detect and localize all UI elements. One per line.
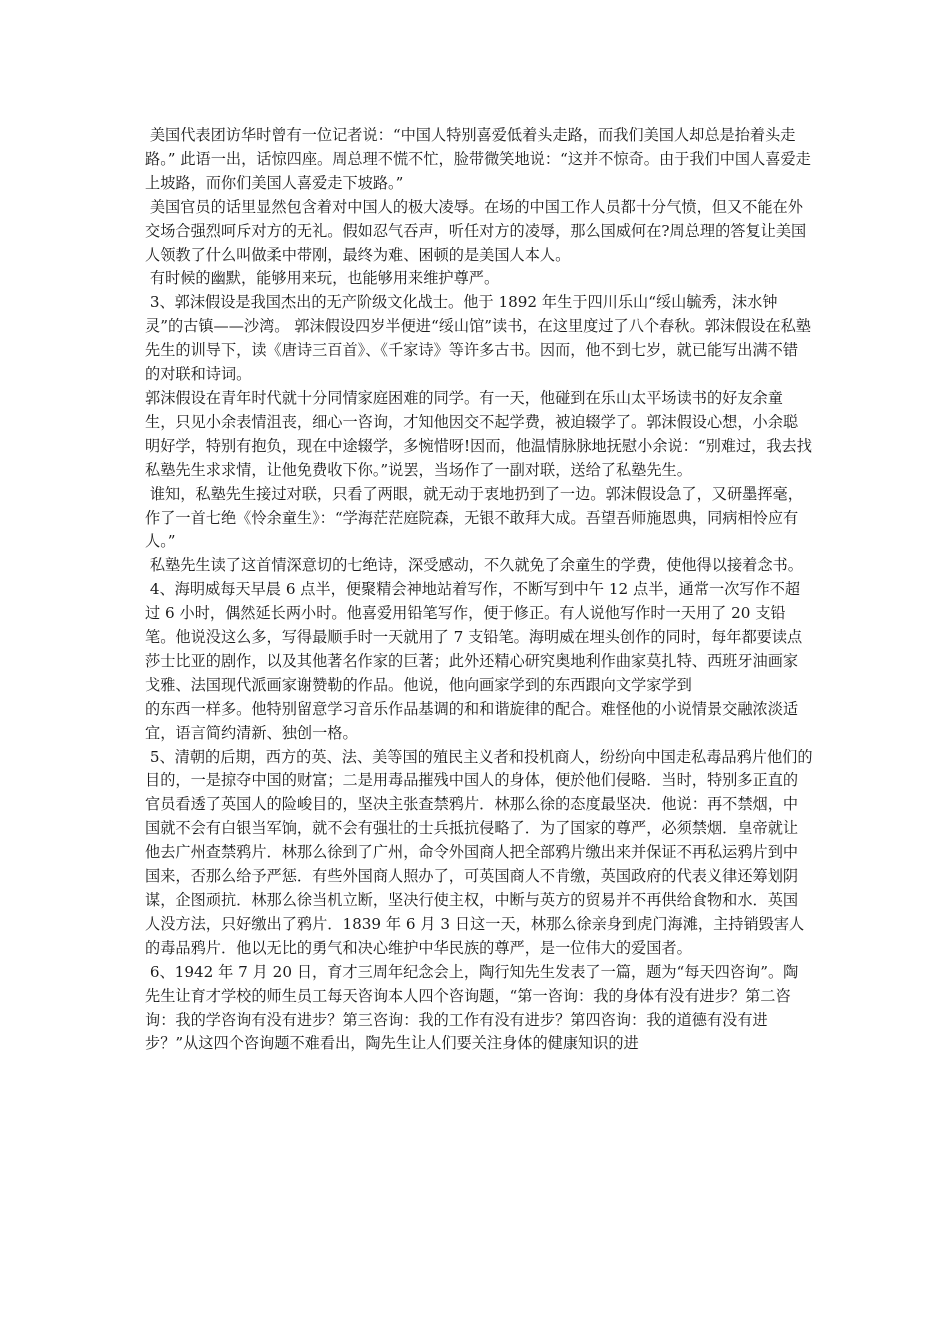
paragraph-7: 私塾先生读了这首情深意切的七绝诗，深受感动，不久就免了余童生的学费，使他得以接着念书。 <box>145 556 803 575</box>
paragraph-6: 谁知，私塾先生接过对联，只看了两眼，就无动于衷地扔到了一边。郭沫假设急了，又研墨挥毫，作了一首七绝《怜余童生》：“学海茫茫庭院森，无银不敢拜大成。吾望吾师施恩典，同病相怜应有人。” <box>145 484 803 551</box>
paragraph-8: 4、海明威每天早晨 6 点半，便聚精会神地站着写作，不断写到中午 12 点半，通常一次写作不超过 6 小时，偶然延长两小时。他喜爱用铅笔写作，便于修正。有人说他写作时一天用了 20 支铅笔。他说没这么多，写得最顺手时一天就用了 7 支铅笔。海明威在埋头创作的同时，每年都要读点莎士比亚的剧作，以及其他著名作家的巨著；此外还精心研究奥地利作曲家莫扎特、西班牙油画家戈雅、法国现代派画家谢赞勒的作品。他说，他向画家学到的东西跟向文学家学到 <box>145 580 803 694</box>
paragraph-10: 5、清朝的后期，西方的英、法、美等国的殖民主义者和投机商人，纷纷向中国走私毒品鸦片他们的目的，一是掠夺中国的财富；二是用毒品摧残中国人的身体，便於他们侵略．当时，特别多正直的官员看透了英国人的险峻目的，坚决主张查禁鸦片．林那么徐的态度最坚决．他说：再不禁烟，中国就不会有白银当军饷，就不会有强壮的士兵抵抗侵略了．为了国家的尊严，必须禁烟．皇帝就让他去广州查禁鸦片．林那么徐到了广州，命令外国商人把全部鸦片缴出来并保证不再私运鸦片到中国来，否那么给予严惩．有些外国商人照办了，可英国商人不肯缴，英国政府的代表义律还筹划阴谋，企图顽抗．林那么徐当机立断，坚决行使主权，中断与英方的贸易并不再供给食物和水．英国人没方法，只好缴出了鸦片．1839 年 6 月 3 日这一天，林那么徐亲身到虎门海滩，主持销毁害人 <box>145 747 813 933</box>
paragraph-12: 6、1942 年 7 月 20 日，育才三周年纪念会上，陶行知先生发表了一篇，题为“每天四咨询”。陶先生让育才学校的师生员工每天咨询本人四个咨询题，“第一咨询：我的身体有没有进步？第二咨询：我的学咨询有没有进步？第三咨询：我的工作有没有进步？第四咨询：我的道德有没有进步？”从这四个咨询题不难看出，陶先生让人们要关注身体的健康知识的进 <box>145 962 799 1053</box>
paragraph-11: 的毒品鸦片．他以无比的勇气和决心维护中华民族的尊严，是一位伟大的爱国者。 <box>145 938 692 957</box>
paragraph-2: 美国官员的话里显然包含着对中国人的极大凌辱。在场的中国工作人员都十分气愤，但又不能在外交场合强烈呵斥对方的无礼。假如忍气吞声，听任对方的凌辱，那么国威何在?周总理的答复让美国人领教了什么叫做柔中带刚，最终为难、困顿的是美国人本人。 <box>145 197 807 264</box>
paragraph-3: 有时候的幽默，能够用来玩，也能够用来维护尊严。 <box>145 269 500 288</box>
paragraph-1: 美国代表团访华时曾有一位记者说：“中国人特别喜爱低着头走路，而我们美国人却总是抬着头走路。” 此语一出，话惊四座。周总理不慌不忙，脸带微笑地说：“这并不惊奇。由于我们中国人喜爱走上坡路，而你们美国人喜爱走下坡路。” <box>145 126 811 192</box>
document-page <box>145 124 813 1056</box>
paragraph-5: 郭沫假设在青年时代就十分同情家庭困难的同学。有一天，他碰到在乐山太平场读书的好友余童生，只见小余表情沮丧，细心一咨询，才知他因交不起学费，被迫辍学了。郭沫假设心想，小余聪明好学，特别有抱负，现在中途辍学，多惋惜呀!因而，他温情脉脉地抚慰小余说：“别难过，我去找私塾先生求求情，让他免费收下你。”说罢，当场作了一副对联，送给了私塾先生。 <box>145 388 812 479</box>
paragraph-4: 3、郭沫假设是我国杰出的无产阶级文化战士。他于 1892 年生于四川乐山“绥山毓秀，沫水钟灵”的古镇——沙湾。 郭沫假设四岁半便进“绥山馆”读书，在这里度过了八个春秋。郭沫假设在私塾先生的训导下，读《唐诗三百首》、《千家诗》等许多古书。因而，他不到七岁，就已能写出满不错的对联和诗词。 <box>145 293 811 384</box>
paragraph-9: 的东西一样多。他特别留意学习音乐作品基调的和和谐旋律的配合。难怪他的小说情景交融浓淡适宜，语言简约清新、独创一格。 <box>145 699 799 742</box>
